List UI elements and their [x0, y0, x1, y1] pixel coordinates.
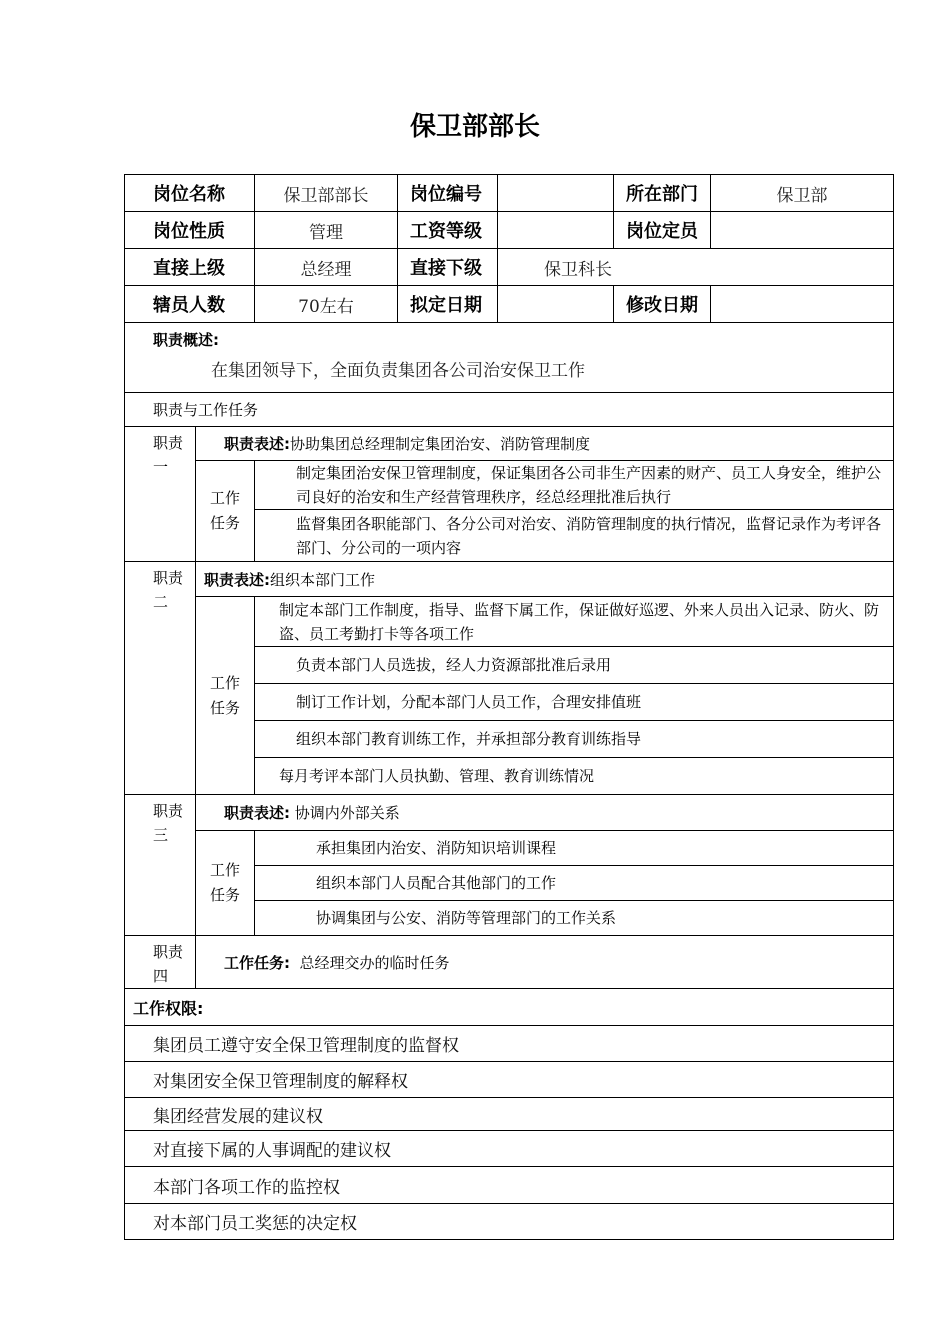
authority-heading-row: [125, 989, 894, 1026]
duty-row: [125, 936, 894, 989]
duty-number-digit: 三: [153, 826, 169, 844]
subordinate-value: 保卫科长: [498, 249, 894, 286]
task-label-line-1: 工作: [209, 489, 240, 507]
page-title: 保卫部部长: [409, 112, 540, 142]
authority-row: [125, 1026, 894, 1062]
duty-statement: [196, 427, 894, 461]
task-label-line-2: 任务: [209, 698, 240, 717]
statement-label: 职责表述:: [224, 435, 290, 453]
nature-label: 岗位性质: [125, 212, 255, 249]
statement-text: 协调内外部关系: [294, 804, 400, 822]
task-item: 制定本部门工作制度，指导、监督下属工作，保证做好巡逻、外来人员出入记录、防火、防盗、员工考勤打卡等各项工作: [255, 597, 894, 647]
task-label: [196, 461, 255, 562]
authority-item: 本部门各项工作的监控权: [125, 1167, 894, 1204]
quota-value: [711, 212, 894, 249]
authority-row: [125, 1062, 894, 1098]
duties-heading: 职责与工作任务: [125, 393, 894, 427]
superior-value: 总经理: [255, 249, 398, 286]
subordinate-label: 直接下级: [398, 249, 498, 286]
task-label-line-1: 工作: [209, 861, 240, 879]
staff-count-value: 70左右: [255, 286, 398, 323]
duty-number: [125, 936, 196, 989]
authority-item: 对本部门员工奖惩的决定权: [125, 1204, 894, 1240]
position-name-value: 保卫部部长: [255, 175, 398, 212]
header-row-3: [125, 249, 894, 286]
statement-label: 工作任务:: [224, 953, 290, 972]
draft-date-label: 拟定日期: [398, 286, 498, 323]
job-description-table: [124, 174, 894, 1240]
task-label-line-2: 任务: [209, 514, 240, 532]
summary-text: 在集团领导下，全面负责集团各公司治安保卫工作: [211, 361, 585, 381]
authority-row: [125, 1131, 894, 1167]
task-row: [125, 597, 894, 647]
task-item: 制订工作计划，分配本部门人员工作，合理安排值班: [255, 684, 894, 721]
duty-row: [125, 795, 894, 831]
task-label-line-2: 任务: [209, 886, 240, 904]
duty-number-digit: 一: [153, 458, 169, 476]
task-item: 协调集团与公安、消防等管理部门的工作关系: [255, 901, 894, 936]
task-item: 负责本部门人员选拔，经人力资源部批准后录用: [255, 647, 894, 684]
salary-grade-value: [498, 212, 614, 249]
nature-value: 管理: [255, 212, 398, 249]
header-row-1: [125, 175, 894, 212]
task-label: [196, 831, 255, 936]
task-item: 承担集团内治安、消防知识培训课程: [255, 831, 894, 866]
task-item: 监督集团各职能部门、各分公司对治安、消防管理制度的执行情况，监督记录作为考评各部门、分公司的一项内容: [255, 510, 894, 562]
statement-label: 职责表述:: [204, 570, 270, 589]
task-item: 制定集团治安保卫管理制度，保证集团各公司非生产因素的财产、员工人身安全，维护公司良好的治安和生产经营管理秩序，经总经理批准后执行: [255, 461, 894, 510]
staff-count-label: 辖员人数: [125, 286, 255, 323]
duty-number-digit: 四: [153, 967, 169, 985]
draft-date-value: [498, 286, 614, 323]
authority-item: 对直接下属的人事调配的建议权: [125, 1131, 894, 1167]
department-label: 所在部门: [614, 175, 711, 212]
task-item: 每月考评本部门人员执勤、管理、教育训练情况: [255, 758, 894, 795]
duty-number-digit: 二: [153, 593, 169, 611]
task-row: [125, 831, 894, 866]
statement-text: 组织本部门工作: [270, 570, 376, 589]
authority-heading: 工作权限:: [125, 989, 894, 1026]
statement-text: 协助集团总经理制定集团治安、消防管理制度: [290, 435, 591, 453]
task-item: 组织本部门人员配合其他部门的工作: [255, 866, 894, 901]
position-no-label: 岗位编号: [398, 175, 498, 212]
authority-row: [125, 1167, 894, 1204]
task-item: 组织本部门教育训练工作，并承担部分教育训练指导: [255, 721, 894, 758]
statement-text: 总经理交办的临时任务: [299, 953, 450, 972]
header-row-2: [125, 212, 894, 249]
authority-item: 集团员工遵守安全保卫管理制度的监督权: [125, 1026, 894, 1062]
summary-label: 职责概述:: [153, 331, 219, 349]
task-row: [125, 461, 894, 510]
duty-row: [125, 427, 894, 461]
duty-statement: [196, 936, 894, 989]
duty-number: [125, 427, 196, 562]
task-label-line-1: 工作: [209, 673, 240, 692]
duty-statement: [196, 795, 894, 831]
authority-item: 对集团安全保卫管理制度的解释权: [125, 1062, 894, 1098]
position-name-label: 岗位名称: [125, 175, 255, 212]
department-value: 保卫部: [711, 175, 894, 212]
summary-row: [125, 323, 894, 393]
authority-row: [125, 1204, 894, 1240]
quota-label: 岗位定员: [614, 212, 711, 249]
position-no-value: [498, 175, 614, 212]
duty-number-word: 职责: [153, 569, 184, 587]
statement-label: 职责表述:: [224, 804, 290, 822]
duty-statement: [196, 562, 894, 597]
duty-number: [125, 795, 196, 936]
duty-number-word: 职责: [153, 943, 184, 961]
duty-number-word: 职责: [153, 434, 184, 452]
duties-heading-row: [125, 393, 894, 427]
header-row-4: [125, 286, 894, 323]
duty-number-word: 职责: [153, 802, 184, 820]
duty-number: [125, 562, 196, 795]
duty-row: [125, 562, 894, 597]
task-label: [196, 597, 255, 795]
authority-item: 集团经营发展的建议权: [125, 1098, 894, 1131]
revise-date-value: [711, 286, 894, 323]
revise-date-label: 修改日期: [614, 286, 711, 323]
summary-cell: [125, 323, 894, 393]
salary-grade-label: 工资等级: [398, 212, 498, 249]
superior-label: 直接上级: [125, 249, 255, 286]
authority-row: [125, 1098, 894, 1131]
